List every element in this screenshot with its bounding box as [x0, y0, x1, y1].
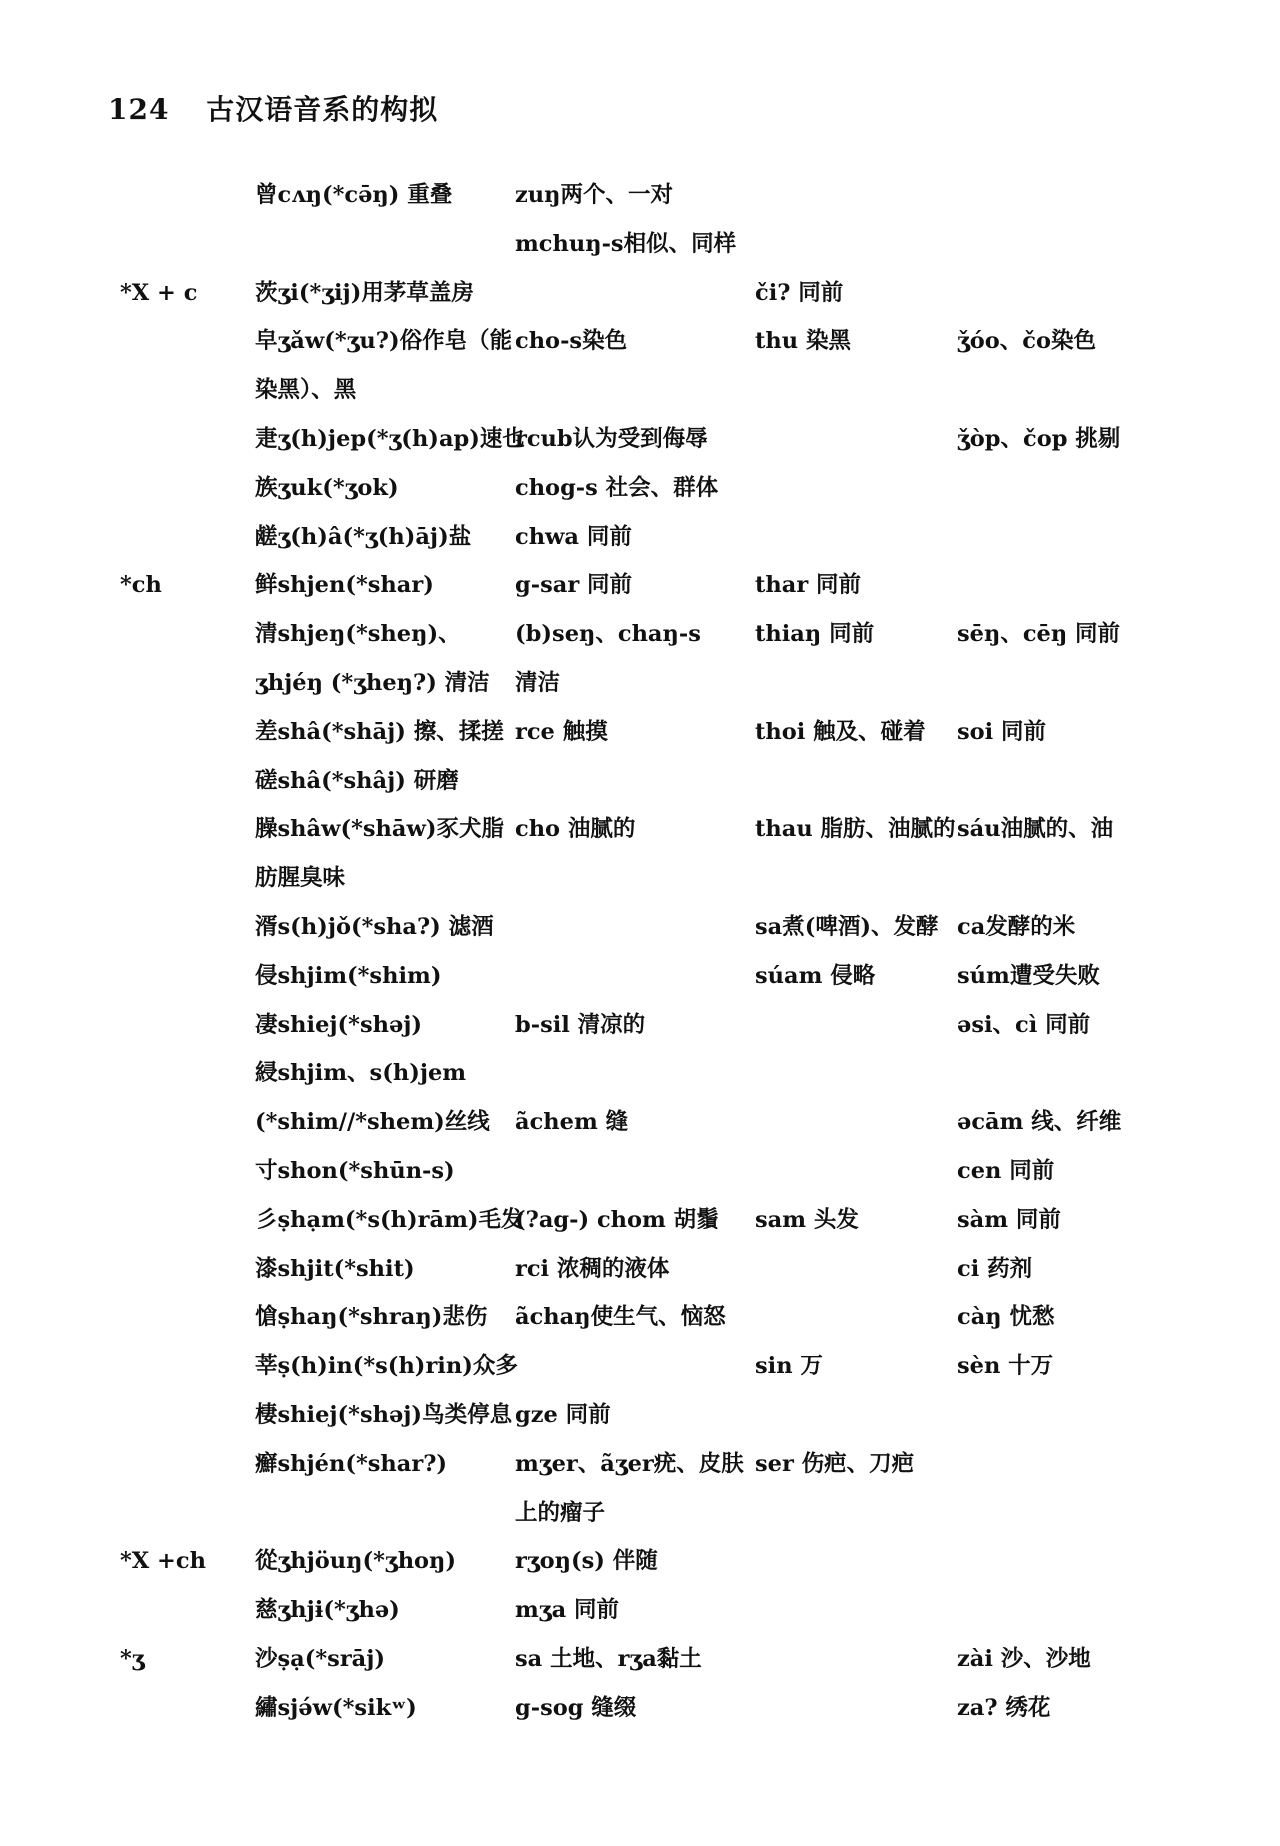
tibetan-cognate: chog-s 社会、群体: [515, 474, 719, 501]
table-row: [0, 955, 1280, 1004]
book-title: 古汉语音系的构拟: [206, 93, 439, 126]
old-chinese-form: 臊shâw(*shāw)豕犬脂: [255, 816, 505, 843]
table-row: [0, 1101, 1280, 1150]
old-chinese-form: 肪腥臭味: [255, 865, 346, 892]
table-row: [0, 760, 1280, 809]
other-cognate: zài 沙、沙地: [957, 1645, 1091, 1672]
burmese-cognate: sa煮(啤酒)、发酵: [755, 913, 939, 940]
other-cognate: ǯòp、čop 挑剔: [957, 425, 1121, 452]
other-cognate: əsi、cì 同前: [957, 1011, 1091, 1038]
other-cognate: sēŋ、cēŋ 同前: [957, 621, 1121, 648]
table-row: [0, 857, 1280, 906]
other-cognate: sèn 十万: [957, 1353, 1054, 1380]
tibetan-cognate: zuŋ两个、一对: [515, 182, 673, 208]
tibetan-cognate: gze 同前: [515, 1401, 611, 1428]
table-row: [0, 613, 1280, 662]
tibetan-cognate: g-sar 同前: [515, 572, 633, 599]
tibetan-cognate: ãchem 缝: [515, 1109, 629, 1136]
other-cognate: za? 绣花: [957, 1694, 1051, 1721]
burmese-cognate: thar 同前: [755, 572, 862, 599]
table-row: [0, 1687, 1280, 1736]
table-row: [0, 223, 1280, 272]
other-cognate: ǯóo、čo染色: [957, 328, 1096, 355]
old-chinese-form: 曾cʌŋ(*cə̄ŋ) 重叠: [255, 182, 453, 208]
other-cognate: sáu油腻的、油: [957, 816, 1114, 843]
old-chinese-form: 彡ṣhạm(*s(h)rām)毛发: [255, 1206, 524, 1233]
table-row: [0, 467, 1280, 516]
old-chinese-form: 愴ṣhaŋ(*shraŋ)悲伤: [255, 1304, 488, 1331]
tibetan-cognate: rʒoŋ(s) 伴随: [515, 1548, 658, 1575]
table-row: [0, 418, 1280, 467]
table-row: [0, 711, 1280, 760]
old-chinese-form: 湑s(h)jǒ(*sha?) 滤酒: [255, 913, 494, 940]
old-chinese-form: 鲜shjen(*shar): [255, 572, 434, 599]
table-row: [0, 272, 1280, 321]
initial-label: *ʒ: [120, 1645, 145, 1672]
old-chinese-form: 染黑）、黑: [255, 377, 357, 404]
comparison-table: [0, 174, 1280, 1736]
tibetan-cognate: mʒa 同前: [515, 1597, 619, 1624]
tibetan-cognate: 上的瘤子: [515, 1499, 606, 1526]
table-row: [0, 516, 1280, 565]
old-chinese-form: 族ʒuk(*ʒok): [255, 474, 399, 501]
old-chinese-form: 沙ṣạ(*srāj): [255, 1645, 386, 1672]
table-row: [0, 1589, 1280, 1638]
old-chinese-form: 侵shjim(*shim): [255, 962, 442, 989]
page-number: 124: [108, 93, 170, 126]
page-header: [108, 88, 438, 128]
old-chinese-form: 疌ʒ(h)jep(*ʒ(h)ap)速也: [255, 425, 525, 452]
old-chinese-form: 慈ʒhjɨ(*ʒhə): [255, 1597, 400, 1624]
tibetan-cognate: sa 土地、rʒa黏土: [515, 1645, 702, 1672]
burmese-cognate: sin 万: [755, 1353, 823, 1380]
table-row: [0, 1638, 1280, 1687]
tibetan-cognate: cho-s染色: [515, 328, 628, 355]
other-cognate: soi 同前: [957, 718, 1047, 745]
tibetan-cognate: g-sog 缝缀: [515, 1694, 637, 1721]
burmese-cognate: ser 伤疤、刀疤: [755, 1450, 915, 1477]
old-chinese-form: 繡sjə́w(*sikʷ): [255, 1694, 417, 1721]
burmese-cognate: thiaŋ 同前: [755, 621, 875, 648]
other-cognate: sàm 同前: [957, 1206, 1061, 1233]
table-row: [0, 1052, 1280, 1101]
other-cognate: ci 药剂: [957, 1255, 1033, 1282]
table-row: [0, 1394, 1280, 1443]
old-chinese-form: 磋shâ(*shâj) 研磨: [255, 767, 459, 794]
tibetan-cognate: 清洁: [515, 669, 561, 696]
other-cognate: ca发酵的米: [957, 913, 1076, 940]
burmese-cognate: sam 头发: [755, 1206, 859, 1233]
tibetan-cognate: (b)seŋ、chaŋ-s: [515, 621, 701, 648]
initial-label: *X + c: [120, 279, 198, 306]
tibetan-cognate: mchuŋ-s相似、同样: [515, 230, 737, 257]
old-chinese-form: 差shâ(*shāj) 擦、揉搓: [255, 718, 504, 745]
burmese-cognate: thau 脂肪、油腻的: [755, 816, 956, 843]
initial-label: *X +ch: [120, 1548, 206, 1575]
table-row: [0, 1443, 1280, 1492]
old-chinese-form: ʒhjéŋ (*ʒheŋ?) 清洁: [255, 669, 490, 696]
old-chinese-form: 綅shjim、s(h)jem: [255, 1060, 467, 1087]
table-row: [0, 1199, 1280, 1248]
tibetan-cognate: (?ag-) chom 胡鬚: [515, 1206, 719, 1233]
table-row: [0, 320, 1280, 369]
table-row: [0, 662, 1280, 711]
table-row: [0, 1150, 1280, 1199]
old-chinese-form: 癬shjén(*shar?): [255, 1450, 448, 1477]
table-row: [0, 1492, 1280, 1541]
table-row: [0, 906, 1280, 955]
table-row: [0, 1345, 1280, 1394]
table-row: [0, 369, 1280, 418]
old-chinese-form: 茨ʒi(*ʒij)用茅草盖房: [255, 279, 474, 306]
old-chinese-form: 鹾ʒ(h)â(*ʒ(h)āj)盐: [255, 523, 472, 550]
table-row: [0, 808, 1280, 857]
tibetan-cognate: chwa 同前: [515, 523, 632, 550]
other-cognate: cen 同前: [957, 1157, 1055, 1184]
old-chinese-form: 棲shiej(*shəj)鸟类停息: [255, 1401, 513, 1428]
burmese-cognate: thu 染黑: [755, 328, 851, 355]
old-chinese-form: 漆shjit(*shit): [255, 1255, 415, 1282]
old-chinese-form: (*shim//*shem)丝线: [255, 1109, 490, 1136]
table-row: [0, 1004, 1280, 1053]
old-chinese-form: 莘ṣ(h)in(*s(h)rin)众多: [255, 1353, 518, 1380]
tibetan-cognate: rcub认为受到侮辱: [515, 425, 708, 452]
old-chinese-form: 寸shon(*shūn-s): [255, 1157, 455, 1184]
table-row: [0, 174, 1280, 223]
tibetan-cognate: rci 浓稠的液体: [515, 1255, 670, 1282]
other-cognate: càŋ 忧愁: [957, 1304, 1055, 1331]
other-cognate: súm遭受失败: [957, 962, 1100, 989]
burmese-cognate: thoi 触及、碰着: [755, 718, 926, 745]
tibetan-cognate: b-sil 清凉的: [515, 1011, 646, 1038]
table-row: [0, 1248, 1280, 1297]
tibetan-cognate: ãchaŋ使生气、恼怒: [515, 1304, 726, 1331]
burmese-cognate: či? 同前: [755, 279, 844, 306]
old-chinese-form: 皁ʒǎw(*ʒu?)俗作皂（能: [255, 328, 513, 355]
table-row: [0, 1296, 1280, 1345]
table-row: [0, 1540, 1280, 1589]
old-chinese-form: 從ʒhjöuŋ(*ʒhoŋ): [255, 1548, 457, 1575]
table-row: [0, 564, 1280, 613]
other-cognate: əcām 线、纤维: [957, 1109, 1122, 1136]
tibetan-cognate: rce 触摸: [515, 718, 608, 745]
burmese-cognate: súam 侵略: [755, 962, 876, 989]
tibetan-cognate: mʒer、ãʒer疣、皮肤: [515, 1450, 744, 1477]
old-chinese-form: 清shjeŋ(*sheŋ)、: [255, 621, 461, 648]
tibetan-cognate: cho 油腻的: [515, 816, 636, 843]
old-chinese-form: 凄shiej(*shəj): [255, 1011, 423, 1038]
initial-label: *ch: [120, 572, 162, 599]
